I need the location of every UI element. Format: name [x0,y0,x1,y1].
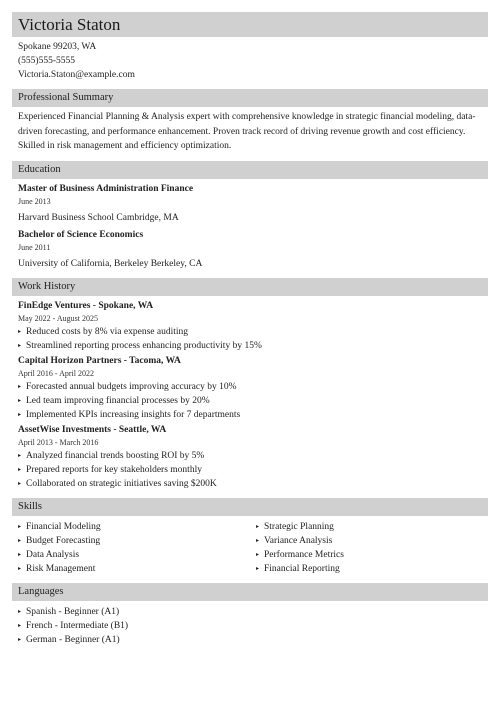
list-item: ▸ Analyzed financial trends boosting ROI by 5% [18,450,205,461]
list-item: ▸ Led team improving financial processes by 20% [18,395,210,406]
bullet-icon: ▸ [18,636,22,643]
list-item: ▸ Implemented KPIs increasing insights for 7 departments [18,409,241,420]
languages-section [12,583,488,647]
job-bullets [12,325,488,353]
bullet-icon: ▸ [18,383,22,390]
job-title: FinEdge Ventures - Spokane, WA [18,300,154,311]
list-item: ▸ German - Beginner (A1) [18,634,120,645]
name-header [12,12,488,37]
list-item: ▸ Reduced costs by 8% via expense auditing [18,326,188,337]
job-entry [12,300,488,353]
list-item: ▸ Strategic Planning [256,521,334,532]
education-section [12,161,488,271]
bullet-icon: ▸ [18,466,22,473]
skills-right-column [250,520,488,576]
bullet-icon: ▸ [18,342,22,349]
list-item: ▸ Data Analysis [18,549,80,560]
degree-title: Master of Business Administration Finance [18,183,194,194]
bullet-icon: ▸ [256,565,260,572]
contact-address: Spokane 99203, WA [18,42,97,52]
job-date: April 2016 - April 2022 [18,368,94,378]
bullet-icon: ▸ [256,551,260,558]
list-item: ▸ Risk Management [18,563,96,574]
bullet-icon: ▸ [256,537,260,544]
contact-info [12,40,488,82]
list-item: ▸ Streamlined reporting process enhancing productivity by 15% [18,340,262,351]
education-entry [12,183,488,225]
skills-left-column [12,520,250,576]
resume-page [12,12,488,647]
list-item: ▸ Financial Reporting [256,563,340,574]
summary-section [12,89,488,154]
bullet-icon: ▸ [256,523,260,530]
work-heading: Work History [12,278,488,296]
list-item: ▸ Spanish - Beginner (A1) [18,606,120,617]
languages-heading: Languages [12,583,488,601]
job-title: Capital Horizon Partners - Tacoma, WA [18,355,181,366]
languages-list [12,605,488,647]
school-name: Harvard Business School Cambridge, MA [18,212,179,223]
degree-title: Bachelor of Science Economics [18,229,144,240]
bullet-icon: ▸ [18,328,22,335]
degree-date: June 2013 [18,196,51,206]
summary-heading: Professional Summary [12,89,488,107]
job-bullets [12,380,488,422]
job-date: May 2022 - August 2025 [18,313,98,323]
list-item: ▸ French - Intermediate (B1) [18,620,129,631]
bullet-icon: ▸ [18,551,22,558]
list-item: ▸ Financial Modeling [18,521,101,532]
bullet-icon: ▸ [18,452,22,459]
list-item: ▸ Variance Analysis [256,535,333,546]
list-item: ▸ Performance Metrics [256,549,344,560]
skills-section [12,498,488,576]
bullet-icon: ▸ [18,397,22,404]
contact-email[interactable]: Victoria.Staton@example.com [18,70,135,80]
degree-date: June 2011 [18,242,51,252]
job-date: April 2013 - March 2016 [18,437,99,447]
bullet-icon: ▸ [18,608,22,615]
skills-heading: Skills [12,498,488,516]
bullet-icon: ▸ [18,480,22,487]
job-bullets [12,449,488,491]
job-entry [12,424,488,491]
job-title: AssetWise Investments - Seattle, WA [18,424,167,435]
bullet-icon: ▸ [18,537,22,544]
summary-text: Experienced Financial Planning & Analysis expert with comprehensive knowledge in strategic financial modeling, data-driven forecasting, and performance enhancement. Proven track record of driving revenue growth and cost efficiency. Skilled in risk management and efficiency optimization. [18,112,476,151]
job-entry [12,355,488,422]
candidate-name: Victoria Staton [18,15,121,34]
contact-phone: (555)555-5555 [18,56,75,66]
list-item: ▸ Prepared reports for key stakeholders monthly [18,464,202,475]
bullet-icon: ▸ [18,523,22,530]
bullet-icon: ▸ [18,411,22,418]
skills-grid [12,520,488,576]
work-section [12,278,488,491]
bullet-icon: ▸ [18,565,22,572]
education-entry [12,229,488,271]
education-heading: Education [12,161,488,179]
bullet-icon: ▸ [18,622,22,629]
list-item: ▸ Budget Forecasting [18,535,101,546]
school-name: University of California, Berkeley Berkeley, CA [18,258,203,269]
list-item: ▸ Collaborated on strategic initiatives saving $200K [18,478,217,489]
list-item: ▸ Forecasted annual budgets improving accuracy by 10% [18,381,237,392]
